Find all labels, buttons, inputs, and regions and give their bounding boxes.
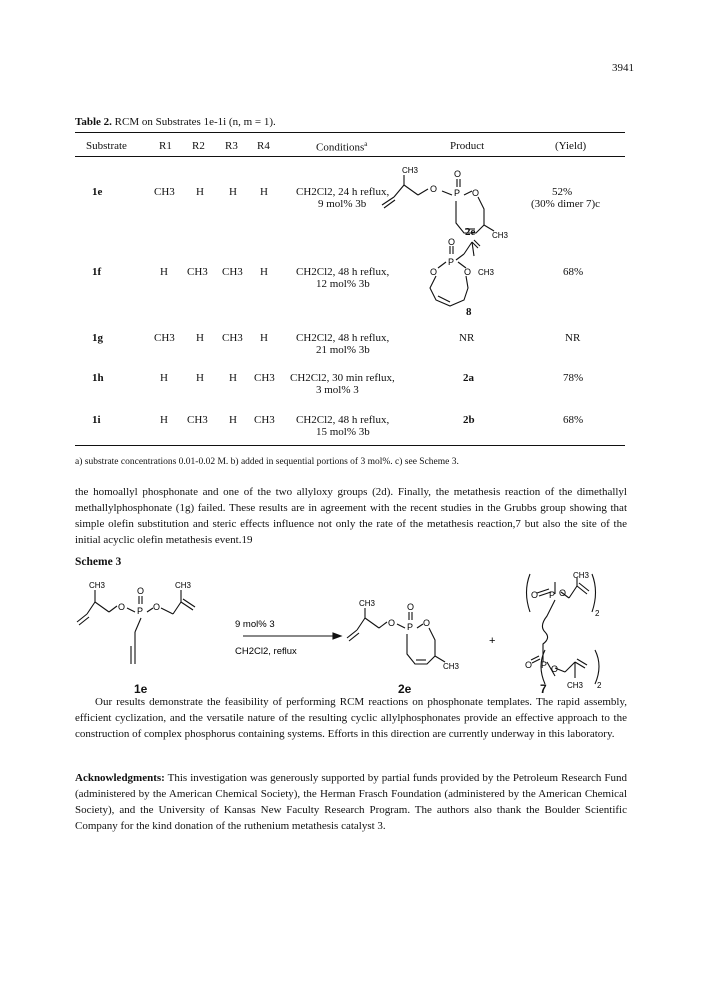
table-row-r3: H	[229, 186, 237, 198]
table-row-conditions-line2: 15 mol% 3b	[316, 426, 370, 438]
scheme-7-p-bottom: P	[541, 660, 548, 670]
scheme-label-1e: 1e	[134, 682, 148, 696]
table-row-r1: CH3	[154, 332, 175, 344]
scheme-7-o-top: O	[559, 588, 567, 598]
table-row-yield-note: (30% dimer 7)c	[531, 198, 601, 210]
product-8-o-left: O	[430, 267, 438, 277]
table-row-r3: CH3	[222, 266, 243, 278]
product-8-ch3: CH3	[478, 268, 495, 277]
table-row-product: 2e	[465, 226, 476, 238]
header-r3: R3	[225, 140, 238, 152]
table-row-substrate: 1h	[92, 372, 104, 384]
scheme-7-ch3-top: CH3	[573, 572, 590, 580]
scheme-1e-o-top: O	[137, 586, 145, 596]
table-row-product: NR	[459, 332, 475, 344]
acknowledgments-text: This investigation was generously supported by partial funds provided by the Petroleum Research Fund (administered by the American Chemical Society), the Herman Frasch Foundation (administered by the American Chemical Society), and the University of Kansas New Faculty Research Program. The authors also thank the Boulder Scientific Company for the kind donation of the ruthenium metathesis catalyst 3.	[75, 772, 627, 832]
scheme-7-o-dbl-bottom: O	[525, 660, 533, 670]
header-conditions-sup: a	[364, 140, 368, 148]
table-row-substrate: 1f	[92, 266, 102, 278]
scheme-solvent: CH2Cl2, reflux	[235, 646, 297, 657]
table-row-r3: CH3	[222, 332, 243, 344]
table-caption	[75, 116, 276, 128]
table-row-conditions-line1: CH2Cl2, 48 h reflux,	[296, 266, 390, 278]
table-row-r4: H	[260, 266, 268, 278]
product-2e-ch3-top: CH3	[402, 166, 419, 175]
table-row-yield: 68%	[563, 266, 584, 278]
table-row-r1: H	[160, 266, 168, 278]
table-row-conditions-line1: CH2Cl2, 30 min reflux,	[290, 372, 395, 384]
table-header-rule	[75, 156, 625, 157]
scheme-1e-o-left: O	[118, 602, 126, 612]
table-bottom-rule	[75, 445, 625, 446]
table-row-conditions-line1: CH2Cl2, 48 h reflux,	[296, 332, 390, 344]
product-2e-p: P	[454, 188, 461, 198]
header-r4: R4	[257, 140, 270, 152]
table-row-r2: CH3	[187, 266, 208, 278]
table-row-r1: H	[160, 372, 168, 384]
table-row-r1: CH3	[154, 186, 175, 198]
table-row-r2: H	[196, 332, 204, 344]
scheme-7-ch3-bottom: CH3	[567, 681, 584, 690]
scheme-1e-ch3-right: CH3	[175, 581, 192, 590]
scheme-1e-o-right: O	[153, 602, 161, 612]
scheme-7-p-top: P	[549, 590, 556, 600]
table-row-r1: H	[160, 414, 168, 426]
scheme-title: Scheme 3	[75, 556, 122, 568]
table-row-r4: H	[260, 186, 268, 198]
product-2e-o-left: O	[430, 184, 438, 194]
table-row-yield: 68%	[563, 414, 584, 426]
table-footnote: a) substrate concentrations 0.01-0.02 M. b) added in sequential portions of 3 mol%. c) see Scheme 3.	[75, 457, 459, 467]
table-row-r2: CH3	[187, 414, 208, 426]
scheme-7-sub-top: 2	[595, 609, 600, 618]
scheme-2e-p: P	[407, 622, 414, 632]
scheme-2e-ch3-ring: CH3	[443, 662, 460, 671]
table-row-r3: H	[229, 414, 237, 426]
header-r1: R1	[159, 140, 172, 152]
product-2e-o-top: O	[454, 169, 462, 179]
table-row-r4: H	[260, 332, 268, 344]
header-conditions-label: Conditions	[316, 141, 365, 154]
table-row-r4: CH3	[254, 372, 275, 384]
scheme-label-2e: 2e	[398, 682, 412, 696]
scheme-2e-o-left: O	[388, 618, 396, 628]
scheme-7-sub-bottom: 2	[597, 681, 602, 690]
header-product: Product	[450, 140, 485, 152]
table-row-conditions-line2: 9 mol% 3b	[318, 198, 367, 210]
scheme-3-diagram	[75, 572, 635, 692]
table-row-substrate: 1g	[92, 332, 103, 344]
header-r2: R2	[192, 140, 205, 152]
product-2e-ch3-ring: CH3	[492, 231, 509, 240]
scheme-2e-ch3-top: CH3	[359, 599, 376, 608]
table-top-rule	[75, 132, 625, 133]
body-paragraph-2: Our results demonstrate the feasibility of performing RCM reactions on phosphonate templates. The rapid assembly, efficient cyclization, and the versatile nature of the resulting cyclic allylphosphonates provide an effective approach to the construction of complex phosphorus containing systems. Efforts in this direction are currently underway in this laboratory.	[75, 696, 627, 740]
scheme-2e-o-top: O	[407, 602, 415, 612]
page-number: 3941	[612, 62, 634, 74]
table-row-product: 8	[466, 306, 472, 318]
header-conditions	[316, 140, 367, 154]
scheme-7-o-bottom: O	[551, 664, 559, 674]
table-row-product: 2a	[463, 372, 474, 384]
product-8-o-top: O	[448, 238, 456, 247]
table-caption-text: RCM on Substrates 1e-1i (n, m = 1).	[114, 116, 276, 128]
table-row-conditions-line2: 12 mol% 3b	[316, 278, 370, 290]
product-8-p: P	[448, 257, 455, 267]
scheme-7-o-dbl-top: O	[531, 590, 539, 600]
table-row-conditions-line2: 21 mol% 3b	[316, 344, 370, 356]
table-row-r3: H	[229, 372, 237, 384]
table-row-conditions-line1: CH2Cl2, 48 h reflux,	[296, 414, 390, 426]
header-substrate: Substrate	[86, 140, 127, 152]
table-row-product: 2b	[463, 414, 475, 426]
table-row-r2: H	[196, 186, 204, 198]
table-row-yield: NR	[565, 332, 581, 344]
scheme-1e-p: P	[137, 606, 144, 616]
table-row-r2: H	[196, 372, 204, 384]
table-row-conditions-line1: CH2Cl2, 24 h reflux,	[296, 186, 390, 198]
scheme-reagent: 9 mol% 3	[235, 619, 275, 630]
product-8-structure	[420, 238, 520, 310]
product-8-o-right: O	[464, 267, 472, 277]
table-row-substrate: 1i	[92, 414, 101, 426]
table-row-r4: CH3	[254, 414, 275, 426]
table-row-conditions-line2: 3 mol% 3	[316, 384, 359, 396]
body-paragraph-1: the homoallyl phosphonate and one of the two allyloxy groups (2d). Finally, the metathesis reaction of the dimethallyl methallylphosphonate (1g) failed. These results are in agreement with the recent studies in the Grubbs group showing that simple olefin substitution and steric effects influence not only the rate of the metathesis reaction,7 but also the site of the initial acyclic olefin metathesis event.19	[75, 486, 627, 546]
product-2e-o-right: O	[472, 188, 480, 198]
scheme-plus: +	[489, 635, 496, 647]
table-row-yield: 52%	[552, 186, 573, 198]
scheme-label-7: 7	[540, 682, 547, 696]
table-row-yield: 78%	[563, 372, 584, 384]
header-yield: (Yield)	[555, 140, 587, 152]
acknowledgments	[75, 770, 627, 834]
table-caption-label: Table 2.	[75, 116, 112, 128]
table-row-substrate: 1e	[92, 186, 103, 198]
scheme-2e-o-right: O	[423, 618, 431, 628]
acknowledgments-heading: Acknowledgments:	[75, 772, 165, 784]
scheme-1e-ch3-left: CH3	[89, 581, 106, 590]
